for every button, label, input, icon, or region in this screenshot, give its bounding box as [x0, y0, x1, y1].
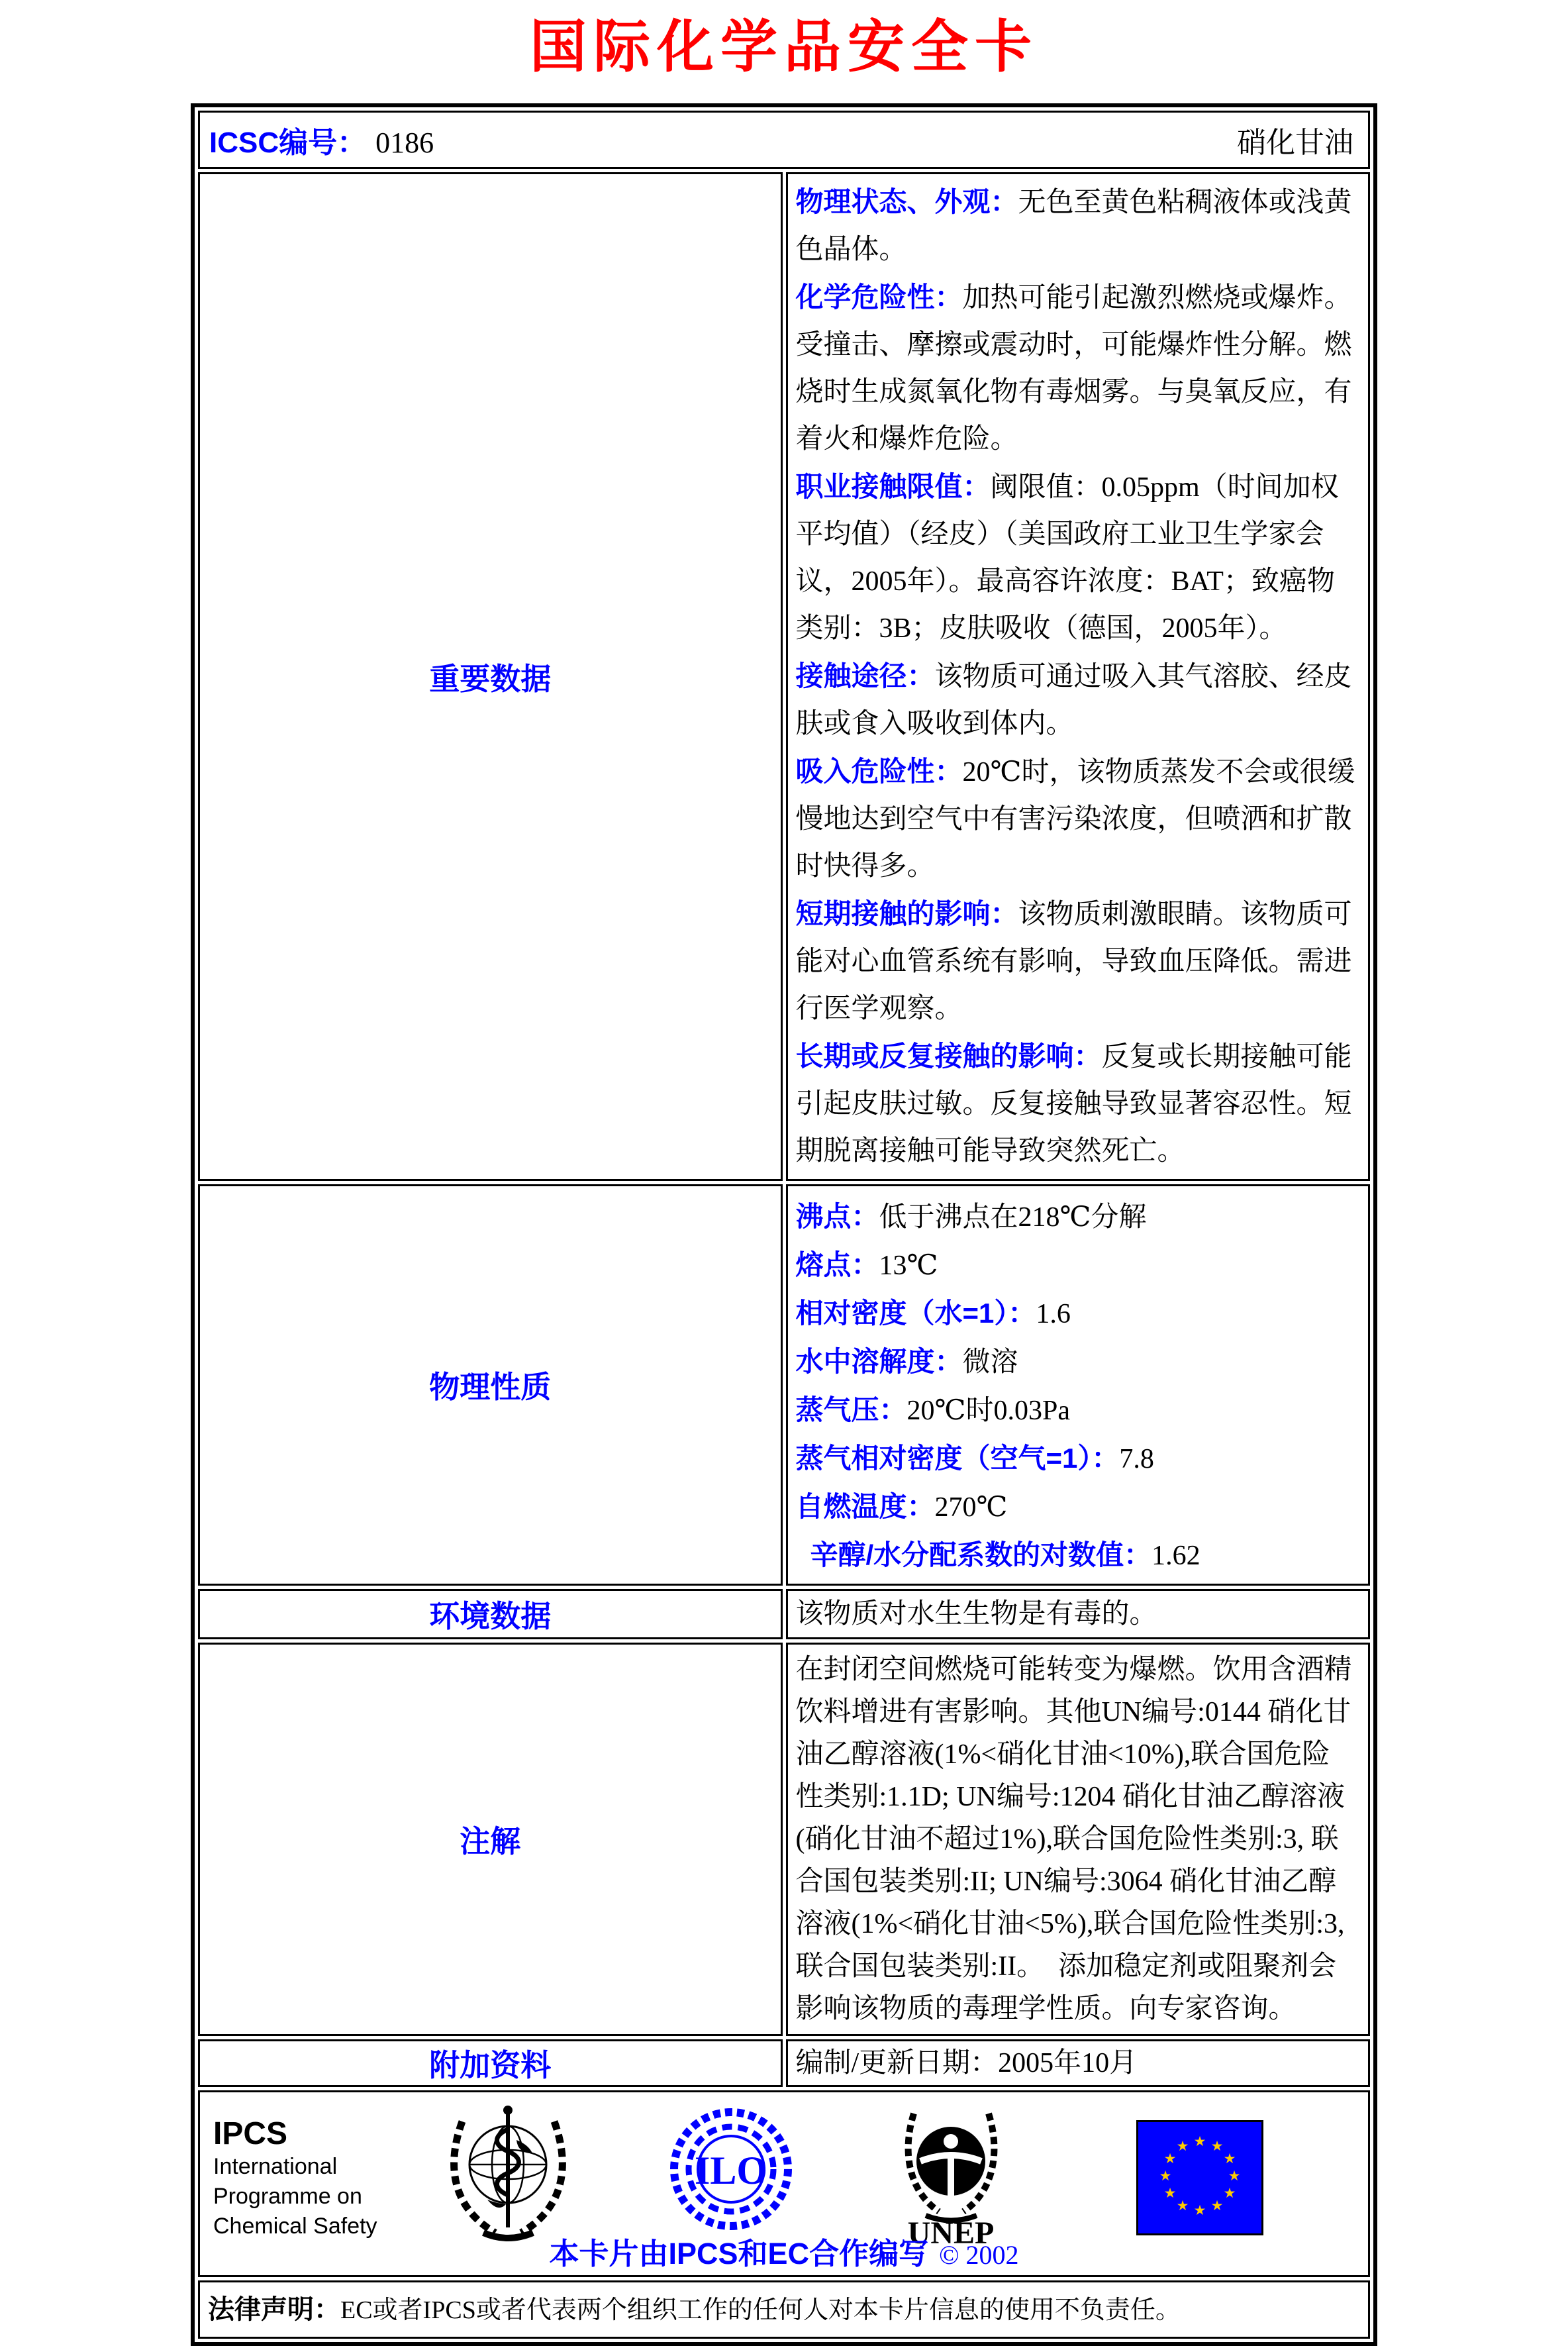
- section-label-additional-info: 附加资料: [198, 2039, 783, 2087]
- ipcs-acronym: IPCS: [213, 2116, 288, 2152]
- field-label: 相对密度（水=1）：: [795, 1298, 1036, 1329]
- list-item: [796, 1435, 1358, 1483]
- svg-text:★: ★: [1159, 2168, 1172, 2184]
- list-item: [796, 178, 1358, 274]
- list-item: [796, 1386, 1358, 1435]
- section-label-physical-properties: 物理性质: [198, 1184, 783, 1586]
- chemical-name: 硝化甘油: [1237, 127, 1353, 160]
- legal-text: EC或者IPCS或者代表两个组织工作的任何人对本卡片信息的使用不负责任。: [340, 2296, 1181, 2324]
- list-item: [796, 652, 1358, 748]
- svg-text:★: ★: [1223, 2151, 1236, 2167]
- list-item: [796, 1241, 1358, 1290]
- icsc-number-group: [209, 119, 434, 161]
- field-value: 低于沸点在218℃分解: [879, 1202, 1147, 1233]
- list-item: [796, 1290, 1358, 1338]
- field-value: 20℃时0.03Pa: [906, 1396, 1070, 1427]
- field-label: 辛醇/水分配系数的对数值：: [810, 1539, 1152, 1571]
- svg-text:★: ★: [1210, 2198, 1224, 2214]
- icsc-number-label: ICSC编号：: [209, 127, 367, 160]
- field-label: 职业接触限值：: [795, 471, 991, 503]
- list-item: [796, 274, 1358, 463]
- svg-text:★: ★: [1228, 2168, 1241, 2184]
- card-header-row: [198, 111, 1370, 169]
- unep-logo-icon: [897, 2095, 1006, 2251]
- legal-statement: [208, 2292, 1360, 2327]
- ipcs-text-block: [213, 2116, 377, 2241]
- section-environmental-data: [786, 1589, 1371, 1639]
- field-value: 编制/更新日期：2005年10月: [795, 2048, 1138, 2079]
- section-label-notes: 注解: [198, 1643, 783, 2036]
- list-item: [796, 1483, 1358, 1531]
- field-value: 270℃: [934, 1492, 1008, 1523]
- eu-flag-icon: [1136, 2120, 1263, 2239]
- svg-text:★: ★: [1193, 2202, 1206, 2219]
- field-value: 该物质对水生生物是有毒的。: [795, 1599, 1157, 1630]
- field-label: 蒸气压：: [795, 1394, 907, 1426]
- field-label: 吸入危险性：: [795, 756, 963, 788]
- credit-year: © 2002: [939, 2240, 1019, 2270]
- svg-text:★: ★: [1193, 2133, 1206, 2150]
- field-value: 1.6: [1036, 1299, 1071, 1330]
- field-label: 自燃温度：: [795, 1491, 935, 1523]
- field-value: 无色至黄色粘稠液体或浅黄色晶体。: [795, 187, 1352, 266]
- svg-text:★: ★: [1163, 2185, 1177, 2202]
- list-item: [796, 463, 1358, 652]
- ilo-logo-icon: [667, 2099, 795, 2243]
- list-item: [796, 1531, 1358, 1580]
- section-physical-properties: [786, 1184, 1371, 1586]
- svg-text:★: ★: [1176, 2198, 1189, 2214]
- section-important-data: [786, 172, 1371, 1181]
- page-title: 国际化学品安全卡: [530, 15, 1038, 79]
- svg-text:★: ★: [1163, 2151, 1177, 2167]
- field-value: 加热可能引起激烈燃烧或爆炸。受撞击、摩擦或震动时，可能爆炸性分解。燃烧时生成氮氧化物有毒烟雾。与臭氧反应，有着火和爆炸危险。: [795, 283, 1352, 455]
- who-logo-icon: [437, 2102, 579, 2247]
- logos-row: [198, 2090, 1370, 2277]
- field-label: 化学危险性：: [795, 281, 963, 313]
- field-value: 阈限值：0.05ppm（时间加权平均值）（经皮）（美国政府工业卫生学家会议，2005年）。最高容许浓度：BAT；致癌物类别：3B；皮肤吸收（德国，2005年）。: [795, 472, 1339, 644]
- field-label: 沸点：: [795, 1201, 879, 1233]
- field-value: 20℃时，该物质蒸发不会或很缓慢地达到空气中有害污染浓度，但喷洒和扩散时快得多。: [795, 757, 1355, 882]
- field-label: 短期接触的影响：: [795, 898, 1018, 930]
- field-value: 1.62: [1152, 1541, 1200, 1572]
- icsc-number-value: 0186: [375, 127, 434, 160]
- icsc-card-page: [0, 15, 1568, 2324]
- list-item: [796, 1338, 1358, 1386]
- field-label: 熔点：: [795, 1249, 879, 1281]
- list-item: [796, 748, 1358, 890]
- list-item: [796, 1193, 1358, 1241]
- field-label: 长期或反复接触的影响：: [795, 1041, 1102, 1072]
- field-label: 水中溶解度：: [795, 1346, 963, 1378]
- field-value: 该物质可通过吸入其气溶胶、经皮肤或食入吸收到体内。: [795, 662, 1352, 740]
- field-value: 该物质刺激眼睛。该物质可能对心血管系统有影响，导致血压降低。需进行医学观察。: [795, 899, 1352, 1025]
- legal-label: 法律声明：: [208, 2294, 340, 2324]
- field-label: 蒸气相对密度（空气=1）：: [795, 1443, 1120, 1474]
- svg-text:★: ★: [1176, 2138, 1189, 2155]
- list-item: [796, 890, 1358, 1033]
- field-value: 13℃: [879, 1250, 938, 1282]
- section-label-environmental-data: 环境数据: [198, 1589, 783, 1639]
- field-value: 微溶: [962, 1347, 1018, 1378]
- ilo-logo-text: ILO: [694, 2149, 768, 2193]
- legal-row: [198, 2280, 1370, 2339]
- section-label-important-data: 重要数据: [198, 172, 783, 1181]
- field-value: 反复或长期接触可能引起皮肤过敏。反复接触导致显著容忍性。短期脱离接触可能导致突然死亡。: [795, 1042, 1352, 1167]
- field-label: 接触途径：: [795, 660, 935, 692]
- ipcs-line: Chemical Safety: [213, 2214, 377, 2239]
- field-value: 7.8: [1119, 1444, 1154, 1475]
- list-item: [796, 1033, 1358, 1175]
- safety-card-table: [191, 103, 1377, 2346]
- ipcs-line: International: [213, 2154, 338, 2180]
- svg-text:★: ★: [1210, 2138, 1224, 2155]
- svg-text:★: ★: [1223, 2185, 1236, 2202]
- section-notes: [786, 1643, 1371, 2036]
- credit-text: 本卡片由IPCS和EC合作编写: [549, 2237, 929, 2271]
- section-additional-info: [786, 2039, 1371, 2087]
- unep-logo-text: UNEP: [907, 2216, 995, 2251]
- field-label: 物理状态、外观：: [795, 186, 1018, 218]
- notes-text: 在封闭空间燃烧可能转变为爆燃。饮用含酒精饮料增进有害影响。其他UN编号:0144 硝化甘油乙醇溶液(1%<硝化甘油<10%),联合国危险性类别:1.1D; UN编号:1204 硝化甘油乙醇溶液(硝化甘油不超过1%),联合国危险性类别:3, 联合国包装类别:II; UN编号:3064 硝化甘油乙醇溶液(1%<硝化甘油<5%),联合国危险性类别:3, 联合国包装类别:II。 添加稳定剂或阻聚剂会影响该物质的毒理学性质。向专家咨询。: [795, 1655, 1352, 2025]
- ipcs-line: Programme on: [213, 2184, 362, 2210]
- credit-line: [200, 2229, 1368, 2272]
